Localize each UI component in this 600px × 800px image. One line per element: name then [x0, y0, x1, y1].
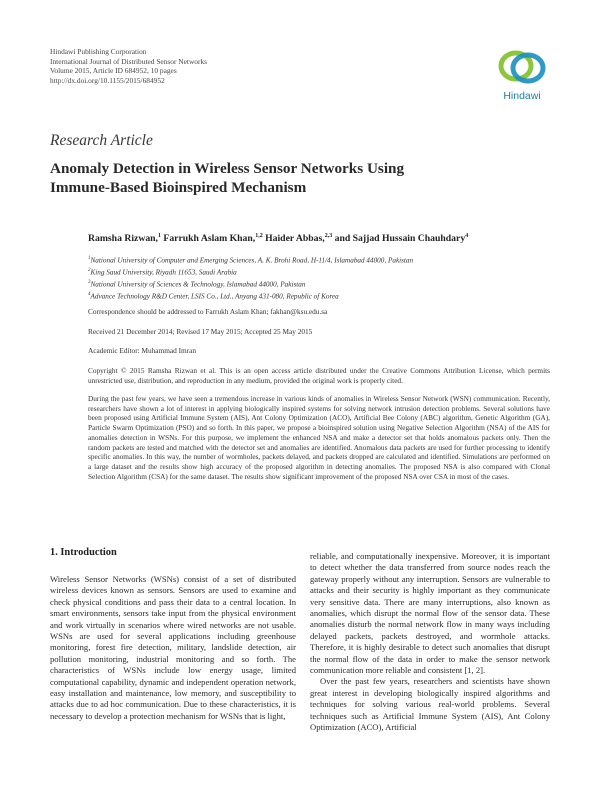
publisher: Hindawi Publishing Corporation	[50, 47, 147, 56]
logo-text: Hindawi	[503, 90, 541, 102]
section-heading: 1. Introduction	[50, 547, 117, 558]
left-column	[50, 574, 296, 722]
doi-link[interactable]: http://dx.doi.org/10.1155/2015/684952	[50, 75, 165, 85]
affiliation: $^4$Advance Technology R&D Center, LSIS Co., Ltd., Anyang 431-080, Republic of Korea	[88, 291, 339, 301]
affiliation: $^2$King Saud University, Riyadh 11653, Saudi Arabia	[88, 267, 237, 277]
academic-editor: Academic Editor: Muhammad Imran	[88, 346, 196, 355]
journal-volume: Volume 2015, Article ID 684952, 10 pages	[50, 66, 177, 76]
paper-title	[50, 159, 550, 197]
paragraph: reliable, and computationally inexpensive. Moreover, it is important to detect whether the data transferred from source nodes reach the gateway properly without any interruption. Sensors are vulnerable to attacks and their security is highly important as they communicate very sensitive data. There are many interruptions, also known as anomalies, which disrupt the normal flow of the sensor data. These anomalies disturb the normal network flow in many ways including delayed packets, packets destroyed, and wormhole attacks. Therefore, it is highly desirable to detect such anomalies that disrupt the normal flow of the data in order to make the sensor network communication more reliable and consistent [1, 2].	[310, 551, 550, 676]
right-column	[310, 551, 550, 734]
paragraph: Over the past few years, researchers and scientists have shown great interest in developing biologically inspired algorithms and techniques for solving various real-world problems. Several techniques such as Artificial Immune System (AIS), Ant Colony Optimization (ACO), Artificial	[310, 676, 550, 733]
title-line-1: Anomaly Detection in Wireless Sensor Networks Using	[50, 160, 405, 177]
author-list	[88, 233, 468, 244]
hindawi-logo-icon	[494, 46, 550, 90]
affiliation-list	[88, 254, 413, 302]
article-type: Research Article	[50, 132, 153, 149]
author-name: Ramsha Rizwan,	[88, 233, 158, 245]
author-affil-sup: 1	[157, 233, 161, 239]
affiliation: $^3$National University of Sciences & Technology, Islamabad 44000, Pakistan	[88, 279, 306, 289]
title-line-2: Immune-Based Bioinspired Mechanism	[50, 179, 307, 196]
author-affil-sup: 4	[465, 233, 469, 239]
author-affil-sup: 1,2	[255, 233, 263, 239]
author-name: and Sajjad Hussain Chauhdary	[334, 233, 466, 245]
correspondence: Correspondence should be addressed to Farrukh Aslam Khan; fakhan@ksu.edu.sa	[88, 307, 328, 316]
author-affil-sup: 2,3	[324, 233, 333, 239]
journal-name: International Journal of Distributed Sensor Networks	[50, 56, 208, 66]
article-dates: Received 21 December 2014; Revised 17 May 2015; Accepted 25 May 2015	[88, 327, 313, 336]
abstract: During the past few years, we have seen a tremendous increase in various kinds of anomalies in Wireless Sensor Network (WSN) communication. Recently, researchers have shown a lot of interest in applying biologically inspired systems for solving network intrusion detection problems. Several solutions have been proposed using Artificial Immune System (AIS), Ant Colony Optimization (ACO), Artificial Bee Colony (ABC) algorithm, Genetic Algorithm (GA), Particle Swarm Optimization (PSO) and so forth. In this paper, we propose a bioinspired solution using Negative Selection Algorithm (NSA) of the AIS for anomalies detection in WSNs. For this purpose, we implement the enhanced NSA and make a detector set that holds anomalous packets only. Then the random packets are tested and matched with the detector set and anomalies are identified. Anomalous data packets are used for further processing to identify specific anomalies. In this way, the number of wormholes, packets delayed, and packets dropped are calculated and identified. Simulations are performed on a large dataset and the results show high accuracy of the proposed algorithm in detecting anomalies. The proposed NSA is also compared with Clonal Selection Algorithm (CSA) for the same dataset. The results show significant improvement of the proposed NSA over CSA in most of the cases.	[88, 394, 550, 481]
paragraph: Wireless Sensor Networks (WSNs) consist of a set of distributed wireless devices known as sensors. Sensors are used to examine and check physical conditions and pass their data to a central location. In smart environments, sensors take input from the physical environment and work virtually in scenarios where wired networks are not usable. WSNs are used for several applications including greenhouse monitoring, forest fire detection, military, landslide detection, air pollution monitoring, industrial monitoring and so forth. The characteristics of WSNs include low energy usage, limited computational capability, dynamic and independent operation network, easy installation and maintenance, low memory, and susceptibility to attacks due to ad hoc communication. Due to these characteristics, it is necessary to develop a protection mechanism for WSNs that is light,	[50, 574, 296, 721]
author-name: Farrukh Aslam Khan,	[163, 233, 256, 245]
journal-info	[50, 47, 207, 85]
copyright-notice: Copyright © 2015 Ramsha Rizwan et al. This is an open access article distributed under the Creative Commons Attribution License, which permits unrestricted use, distribution, and reproduction in any medium, provided the original work is properly cited.	[88, 366, 550, 385]
affiliation: $^1$National University of Computer and Emerging Sciences, A. K. Brohi Road, H-11/4, Islamabad 44000, Pakistan	[88, 256, 414, 265]
author-name: Haider Abbas,	[265, 233, 325, 245]
hindawi-logo	[494, 46, 550, 106]
